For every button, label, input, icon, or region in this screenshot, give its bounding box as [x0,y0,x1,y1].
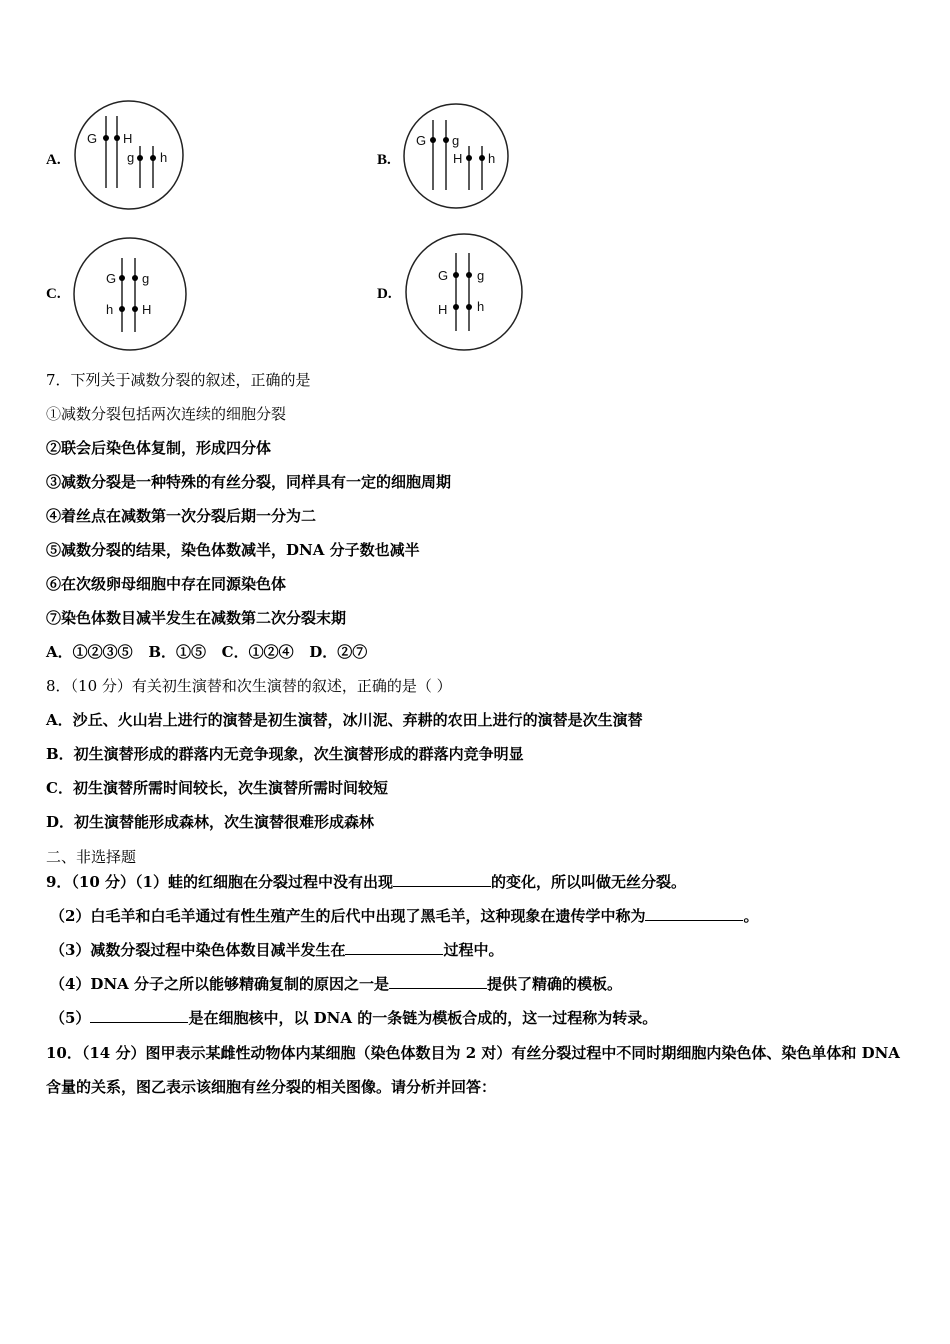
q9-part-3-text: （3）减数分裂过程中染色体数目减半发生在 [50,941,346,959]
q8-option-b[interactable]: B．初生演替形成的群落内无竞争现象，次生演替形成的群落内竞争明显 [46,745,524,763]
gene-label: h [160,150,168,165]
cell-diagram-a-svg [72,98,186,212]
gene-label: h [477,299,485,314]
q7-option-a[interactable]: A．①②③⑤ [46,643,133,661]
q7-option-d[interactable]: D．②⑦ [309,643,368,661]
answer-blank[interactable] [345,940,443,955]
cell-membrane [74,238,186,350]
cell-diagram-c-svg [72,236,190,354]
gene-label: G [106,271,117,286]
cell-diagram-b-svg [402,100,514,212]
q9-part-1-text: 9．（10 分）（1）蛙的红细胞在分裂过程中没有出现 [46,873,393,891]
q7-item: ③减数分裂是一种特殊的有丝分裂，同样具有一定的细胞周期 [46,473,452,491]
cell-diagram-a [72,98,186,216]
q9-part-4 [50,974,622,994]
q8-option-a[interactable]: A．沙丘、火山岩上进行的演替是初生演替，冰川泥、弃耕的农田上进行的演替是次生演替 [46,711,643,729]
cell-membrane [406,234,522,350]
gene-label: H [438,302,448,317]
q7-item: ①减数分裂包括两次连续的细胞分裂 [46,405,287,423]
q9-part-1 [46,872,686,892]
q8-stem: 8．（10 分）有关初生演替和次生演替的叙述，正确的是（ ） [46,677,452,695]
cell-diagram-d [404,231,526,357]
q8-option-c[interactable]: C．初生演替所需时间较长，次生演替所需时间较短 [46,779,388,797]
q7-item: ④着丝点在减数第一次分裂后期一分为二 [46,507,317,525]
answer-blank[interactable] [393,872,491,887]
gene-label: g [127,150,135,165]
option-c-label: C. [46,286,61,302]
q7-item: ⑤减数分裂的结果，染色体数减半，DNA 分子数也减半 [46,541,420,559]
gene-label: h [106,302,114,317]
q9-part-4-text-end: 提供了精确的模板。 [487,975,623,993]
cell-diagram-b [402,100,514,216]
answer-blank[interactable] [645,906,743,921]
section-heading: 二、非选择题 [46,848,137,866]
option-d-label: D. [377,286,392,302]
q9-part-5-text: （5） [50,1009,91,1027]
gene-label: g [452,133,460,148]
q9-part-2-text-end: 。 [743,907,759,925]
gene-label: G [438,268,449,283]
q9-part-4-text: （4）DNA 分子之所以能够精确复制的原因之一是 [50,975,390,993]
q7-item: ⑦染色体数目减半发生在减数第二次分裂末期 [46,609,347,627]
q8-option-d[interactable]: D．初生演替能形成森林，次生演替很难形成森林 [46,813,375,831]
gene-label: G [87,131,98,146]
q9-part-2-text: （2）白毛羊和白毛羊通过有性生殖产生的后代中出现了黑毛羊，这种现象在遗传学中称为 [50,907,646,925]
q9-part-1-text-end: 的变化，所以叫做无丝分裂。 [490,873,686,891]
q7-item: ⑥在次级卵母细胞中存在同源染色体 [46,575,287,593]
q7-item: ②联会后染色体复制，形成四分体 [46,439,272,457]
gene-label: g [142,271,150,286]
option-a-label: A. [46,152,61,168]
q7-option-c[interactable]: C．①②④ [221,643,294,661]
q9-part-5-text-end: 是在细胞核中，以 DNA 的一条链为模板合成的，这一过程称为转录。 [188,1009,658,1027]
q9-part-3-text-end: 过程中。 [443,941,504,959]
answer-blank[interactable] [90,1008,188,1023]
q9-part-5 [50,1008,657,1028]
gene-label: h [488,151,496,166]
q7-stem: 7．下列关于减数分裂的叙述，正确的是 [46,371,311,389]
cell-diagram-c [72,236,190,358]
gene-label: g [477,268,485,283]
q7-options [46,642,367,662]
gene-label: H [142,302,152,317]
q9-part-3 [50,940,503,960]
gene-label: H [453,151,463,166]
q9-part-2 [50,906,758,926]
q10-text: 10．（14 分）图甲表示某雌性动物体内某细胞（染色体数目为 2 对）有丝分裂过程中不同时期细胞内染色体、染色单体和 DNA 含量的关系，图乙表示该细胞有丝分裂的相关图像。请分析并回答： [46,1044,900,1096]
gene-label: H [123,131,133,146]
answer-blank[interactable] [389,974,487,989]
cell-diagram-d-svg [404,231,526,353]
q7-option-b[interactable]: B．①⑤ [148,643,206,661]
gene-label: G [416,133,427,148]
option-b-label: B. [377,152,391,168]
